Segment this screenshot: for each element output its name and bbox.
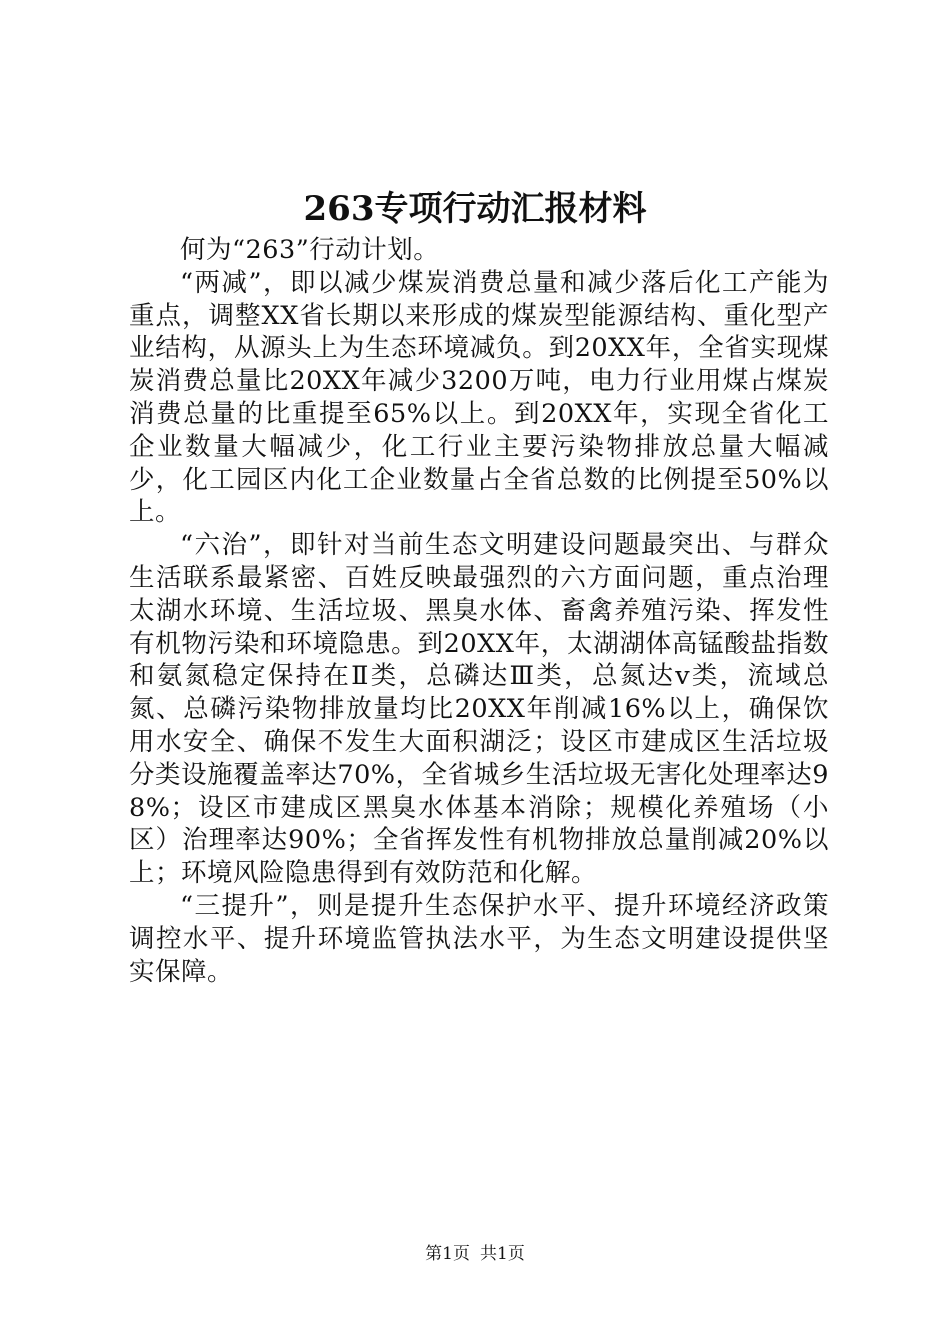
document-title: 263专项行动汇报材料 [303, 189, 647, 229]
paragraph-six-treatments: “六治”，即针对当前生态文明建设问题最突出、与群众生活联系最紧密、百姓反映最强烈的六方面问题，重点治理太湖水环境、生活垃圾、黑臭水体、畜禽养殖污染、挥发性有机物污染和环境隐患。到20XX年，太湖湖体高锰酸盐指数和氨氮稳定保持在Ⅱ类，总磷达Ⅲ类，总氮达ⅴ类，流域总氮、总磷污染物排放量均比20XX年削减16%以上，确保饮用水安全、确保不发生大面积湖泛；设区市建成区生活垃圾分类设施覆盖率达70%，全省城乡生活垃圾无害化处理率达98%；设区市建成区黑臭水体基本消除；规模化养殖场（小区）治理率达90%；全省挥发性有机物排放总量削减20%以上；环境风险隐患得到有效防范和化解。 [129, 530, 829, 889]
page-number-current: 第1页 [425, 1244, 470, 1264]
paragraph-intro: 何为“263”行动计划。 [180, 235, 440, 265]
page-number-total: 共1页 [480, 1244, 525, 1264]
paragraph-three-improvements: “三提升”，则是提升生态保护水平、提升环境经济政策调控水平、提升环境监管执法水平，为生态文明建设提供坚实保障。 [129, 890, 829, 987]
page-footer [0, 1242, 950, 1266]
paragraph-two-reductions: “两减”，即以减少煤炭消费总量和减少落后化工产能为重点，调整XX省长期以来形成的煤炭型能源结构、重化型产业结构，从源头上为生态环境减负。到20XX年，全省实现煤炭消费总量比20XX年减少3200万吨，电力行业用煤占煤炭消费总量的比重提至65%以上。到20XX年，实现全省化工企业数量大幅减少，化工行业主要污染物排放总量大幅减少，化工园区内化工企业数量占全省总数的比例提至50%以上。 [129, 267, 829, 528]
document-body [129, 234, 829, 988]
